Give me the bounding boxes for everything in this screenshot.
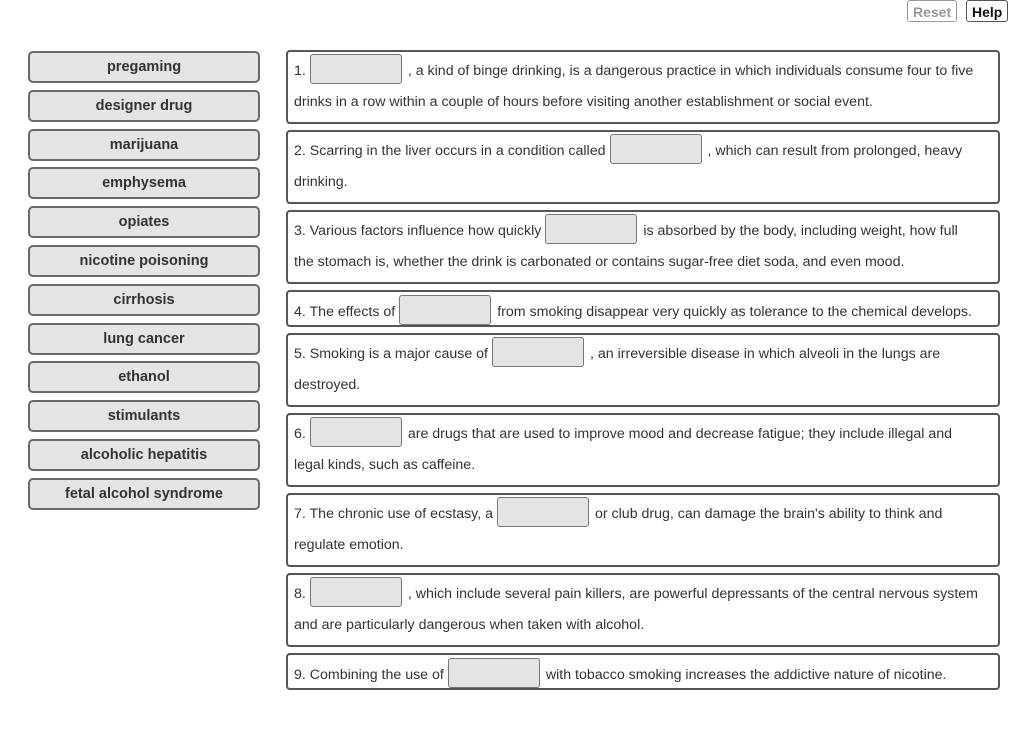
term-alcoholic-hepatitis[interactable]: alcoholic hepatitis xyxy=(28,439,260,471)
question-4 xyxy=(286,290,1000,327)
term-emphysema[interactable]: emphysema xyxy=(28,167,260,199)
question-text-line2: the stomach is, whether the drink is carbonated or contains sugar-free diet soda, and even mood. xyxy=(294,254,905,270)
term-marijuana[interactable]: marijuana xyxy=(28,129,260,161)
answer-slot-7[interactable] xyxy=(497,497,589,527)
question-2 xyxy=(286,130,1000,204)
question-text-before: 7. The chronic use of ecstasy, a xyxy=(294,506,493,522)
answer-slot-3[interactable] xyxy=(545,214,637,244)
term-nicotine-poisoning[interactable]: nicotine poisoning xyxy=(28,245,260,277)
term-designer-drug[interactable]: designer drug xyxy=(28,90,260,122)
question-text-before: 6. xyxy=(294,426,306,442)
term-cirrhosis[interactable]: cirrhosis xyxy=(28,284,260,316)
question-text-line2: legal kinds, such as caffeine. xyxy=(294,457,476,473)
toolbar xyxy=(907,0,1008,22)
answer-slot-6[interactable] xyxy=(310,417,402,447)
answer-slot-2[interactable] xyxy=(610,134,702,164)
question-text-before: 4. The effects of xyxy=(294,304,396,320)
term-lung-cancer[interactable]: lung cancer xyxy=(28,323,260,355)
question-text-after: , an irreversible disease in which alveoli in the lungs are xyxy=(589,346,941,362)
question-text-line2: regulate emotion. xyxy=(294,537,404,553)
question-text-line2: and are particularly dangerous when taken with alcohol. xyxy=(294,617,645,633)
question-text-before: 9. Combining the use of xyxy=(294,667,444,683)
term-fetal-alcohol-syndrome[interactable]: fetal alcohol syndrome xyxy=(28,478,260,510)
question-list xyxy=(286,50,1000,696)
question-8 xyxy=(286,573,1000,647)
answer-slot-4[interactable] xyxy=(399,295,491,325)
question-text-after: with tobacco smoking increases the addictive nature of nicotine. xyxy=(545,667,947,683)
reset-button[interactable]: Reset xyxy=(907,0,957,22)
question-text-before: 2. Scarring in the liver occurs in a condition called xyxy=(294,143,606,159)
question-text-after: , which include several pain killers, are powerful depressants of the central nervous system xyxy=(407,586,978,602)
answer-slot-8[interactable] xyxy=(310,577,402,607)
question-text-before: 3. Various factors influence how quickly xyxy=(294,223,542,239)
question-text-after: or club drug, can damage the brain's ability to think and xyxy=(595,506,943,522)
question-text-line2: drinking. xyxy=(294,174,348,190)
term-pregaming[interactable]: pregaming xyxy=(28,51,260,83)
help-button[interactable]: Help xyxy=(966,0,1008,22)
question-text-before: 1. xyxy=(294,63,306,79)
question-text-line2: destroyed. xyxy=(294,377,361,393)
question-text-before: 8. xyxy=(294,586,306,602)
answer-slot-1[interactable] xyxy=(310,54,402,84)
term-ethanol[interactable]: ethanol xyxy=(28,361,260,393)
answer-slot-9[interactable] xyxy=(448,658,540,688)
question-5 xyxy=(286,333,1000,407)
question-text-after: , which can result from prolonged, heavy xyxy=(707,143,963,159)
question-7 xyxy=(286,493,1000,567)
question-3 xyxy=(286,210,1000,284)
question-1 xyxy=(286,50,1000,124)
term-opiates[interactable]: opiates xyxy=(28,206,260,238)
question-text-after: from smoking disappear very quickly as tolerance to the chemical develops. xyxy=(497,304,972,320)
question-6 xyxy=(286,413,1000,487)
question-text-before: 5. Smoking is a major cause of xyxy=(294,346,488,362)
term-bank xyxy=(28,51,260,517)
question-text-after: is absorbed by the body, including weight, how full xyxy=(643,223,958,239)
term-stimulants[interactable]: stimulants xyxy=(28,400,260,432)
answer-slot-5[interactable] xyxy=(492,337,584,367)
question-text-after: , a kind of binge drinking, is a dangerous practice in which individuals consume four to five xyxy=(407,63,974,79)
question-text-line2: drinks in a row within a couple of hours before visiting another establishment or social event. xyxy=(294,94,873,110)
question-text-after: are drugs that are used to improve mood and decrease fatigue; they include illegal and xyxy=(407,426,953,442)
question-9 xyxy=(286,653,1000,690)
